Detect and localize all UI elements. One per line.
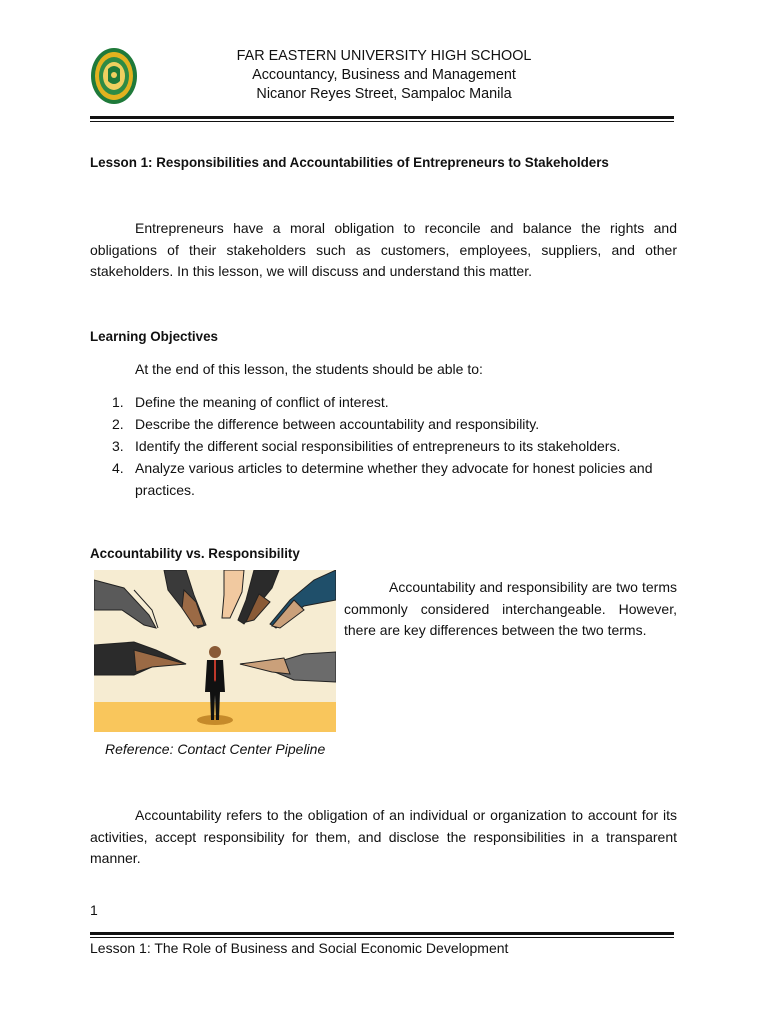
school-seal-logo xyxy=(90,47,138,105)
footer-rule-thin xyxy=(90,937,674,938)
header-rule-thin xyxy=(90,121,674,122)
list-item xyxy=(90,391,677,413)
list-text: Define the meaning of conflict of interest. xyxy=(135,394,389,410)
list-number: 2. xyxy=(112,416,124,432)
page-footer: Lesson 1: The Role of Business and Social Economic Development xyxy=(90,940,509,956)
lesson-title: Lesson 1: Responsibilities and Accountabilities of Entrepreneurs to Stakeholders xyxy=(90,155,609,170)
accountability-paragraph: Accountability refers to the obligation of an individual or organization to account for its activities, accept responsibility for them, and disclose the responsibilities in a transparent manner. xyxy=(90,807,677,866)
list-item xyxy=(90,435,677,457)
section-side-paragraph: Accountability and responsibility are two terms commonly considered interchangeable. However, there are key differences between the two terms. xyxy=(344,579,677,638)
header-rule-thick xyxy=(90,116,674,119)
strand-name: Accountancy, Business and Management xyxy=(252,67,516,83)
pointing-hands-illustration xyxy=(94,570,336,732)
school-name: FAR EASTERN UNIVERSITY HIGH SCHOOL xyxy=(236,48,532,64)
letterhead xyxy=(180,47,588,104)
objectives-heading: Learning Objectives xyxy=(90,329,218,344)
list-number: 4. xyxy=(112,460,124,476)
list-number: 3. xyxy=(112,438,124,454)
list-text: Describe the difference between accountability and responsibility. xyxy=(135,416,540,432)
list-text: Analyze various articles to determine whether they advocate for honest policies and practices. xyxy=(135,460,653,498)
section-heading: Accountability vs. Responsibility xyxy=(90,546,300,561)
footer-rule-thick xyxy=(90,932,674,935)
objectives-list xyxy=(90,391,677,501)
list-item xyxy=(90,413,677,435)
list-item xyxy=(90,457,677,501)
intro-paragraph: Entrepreneurs have a moral obligation to reconcile and balance the rights and obligations of their stakeholders such as customers, employees, suppliers, and other stakeholders. In this lesson, we will discuss and understand this matter. xyxy=(90,220,677,279)
image-caption: Reference: Contact Center Pipeline xyxy=(105,741,326,757)
list-text: Identify the different social responsibilities of entrepreneurs to its stakeholders. xyxy=(135,438,621,454)
page-number: 1 xyxy=(90,902,98,918)
school-address: Nicanor Reyes Street, Sampaloc Manila xyxy=(256,86,512,102)
objectives-lead: At the end of this lesson, the students should be able to: xyxy=(135,361,483,377)
list-number: 1. xyxy=(112,394,124,410)
